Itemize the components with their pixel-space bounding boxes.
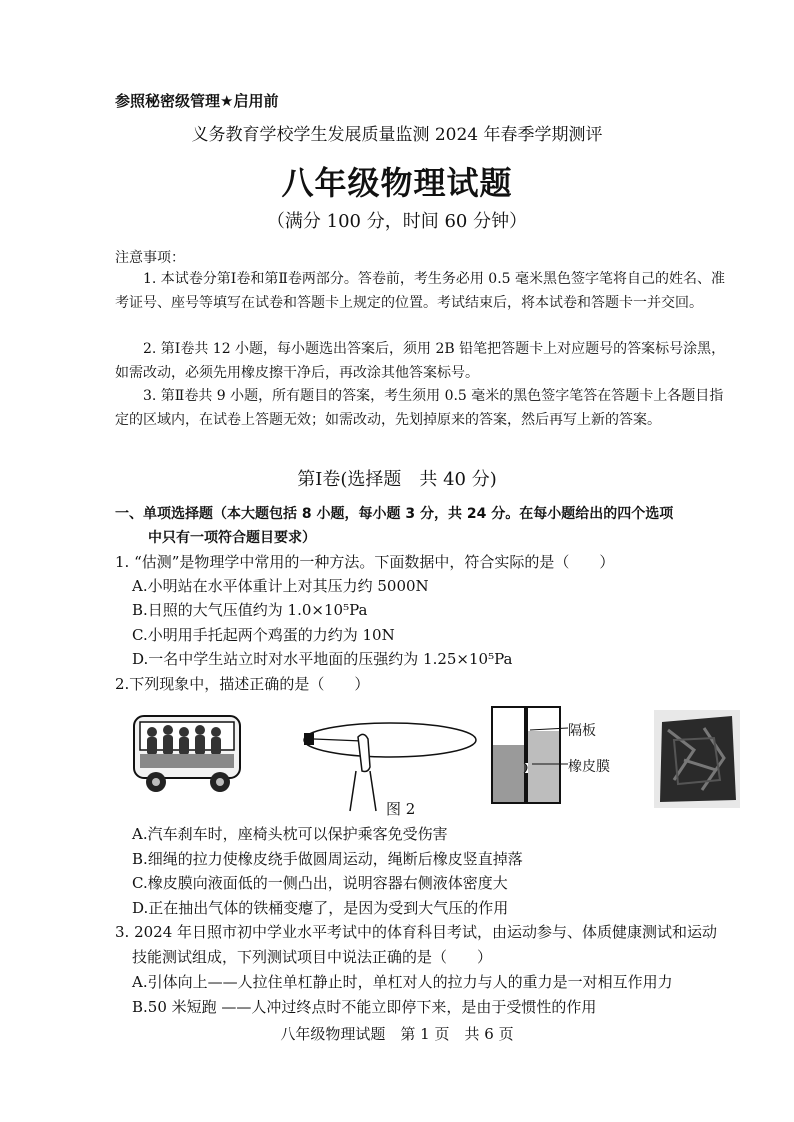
q3-option-a: A.引体向上——人拉住单杠静止时，单杠对人的拉力与人的重力是一对相互作用力 [132,973,673,991]
q3-stem-2: 技能测试组成，下列测试项目中说法正确的是（ ） [132,948,493,966]
q1-stem: 1. “估测”是物理学中常用的一种方法。下面数据中，符合实际的是（ ） [115,553,615,571]
part1-heading-2: 中只有一项符合题目要求） [148,530,316,546]
confidential-label: 参照秘密级管理★启用前 [115,92,279,110]
figure-caption: 图 2 [386,800,416,818]
label-leader-lines [528,720,570,770]
note-3: 3. 第Ⅱ卷共 9 小题，所有题目的答案，考生须用 0.5 毫米的黑色签字笔答在答题卡上各题目指定的区域内，在试卷上答题无效；如需改动，先划掉原来的答案，然后再写上新的答案。 [115,388,724,428]
q3-option-b: B.50 米短跑 ——人冲过终点时不能立即停下来，是由于受惯性的作用 [132,998,597,1016]
page-footer: 八年级物理试题 第 1 页 共 6 页 [280,1025,514,1043]
note-1: 1. 本试卷分第Ⅰ卷和第Ⅱ卷两部分。答卷前，考生务必用 0.5 毫米黑色签字笔将自己的姓名、准考证号、座号等填写在试卷和答题卡上规定的位置。考试结束后，将本试卷和答题卡一并交回。 [115,271,726,311]
page-subtitle: （满分 100 分，时间 60 分钟） [266,211,528,232]
q2-option-b: B.细绳的拉力使橡皮绕手做圆周运动，绳断后橡皮竖直掉落 [132,850,523,868]
q1-option-b: B.日照的大气压值约为 1.0×10⁵Pa [132,601,368,619]
q2-option-c: C.橡皮膜向液面低的一侧凸出，说明容器右侧液体密度大 [132,874,508,892]
section-title: 第Ⅰ卷(选择题 共 40 分) [297,469,497,490]
q3-stem-1: 3. 2024 年日照市初中学业水平考试中的体育科目考试，由运动参与、体质健康测试和运动 [115,923,718,941]
q1-option-c: C.小明用手托起两个鸡蛋的力约为 10N [132,626,395,644]
page-title: 八年级物理试题 [281,164,513,202]
q2-stem: 2.下列现象中，描述正确的是（ ） [115,675,370,693]
q2-option-d: D.正在抽出气体的铁桶变瘪了，是因为受到大气压的作用 [132,899,509,917]
membrane-label: 橡皮膜 [568,759,610,775]
q2-option-a: A.汽车刹车时，座椅头枕可以保护乘客免受伤害 [132,825,448,843]
bus-illustration [130,710,246,796]
partition-label: 隔板 [568,723,596,739]
crushed-barrel-photo [654,710,740,808]
q1-option-a: A.小明站在水平体重计上对其压力约 5000N [132,577,429,595]
part1-heading-1: 一、单项选择题（本大题包括 8 小题，每小题 3 分，共 24 分。在每小题给出的四个选项 [115,506,674,522]
exam-header: 义务教育学校学生发展质量监测 2024 年春季学期测评 [191,125,603,145]
note-2: 2. 第Ⅰ卷共 12 小题，每小题选出答案后，须用 2B 铅笔把答题卡上对应题号的答案标号涂黑，如需改动，必须先用橡皮擦干净后，再改涂其他答案标号。 [115,341,726,381]
q1-option-d: D.一名中学生站立时对水平地面的压强约为 1.25×10⁵Pa [132,650,513,668]
notes-heading: 注意事项： [115,250,185,266]
